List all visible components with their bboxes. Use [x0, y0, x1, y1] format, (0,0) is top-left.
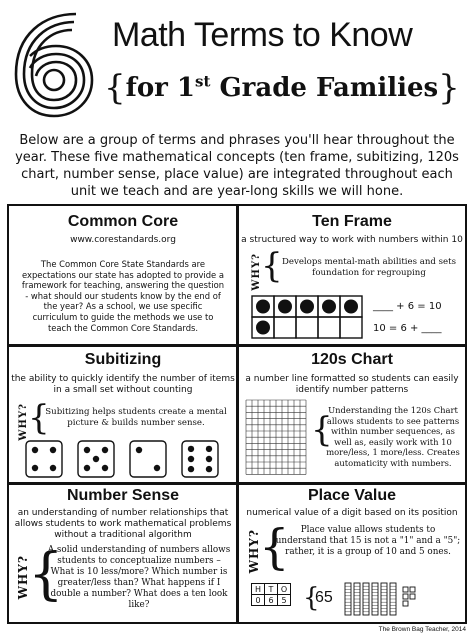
ten-frame-counter	[322, 300, 336, 314]
ten-frame-equation-1: ____ + 6 = 10	[373, 301, 442, 312]
die-pip	[188, 446, 194, 452]
number-sense-subtitle: an understanding of number relationships that allows students to work mathematical problems without a traditional algorithm	[14, 508, 232, 540]
ten-frame-title: Ten Frame	[312, 213, 392, 230]
pv-header-o: O	[278, 584, 291, 595]
ten-frame-counter	[344, 300, 358, 314]
big-six-logo	[4, 4, 104, 122]
place-value-subtitle: numerical value of a digit based on its position	[246, 508, 458, 518]
cell-ten-frame	[239, 207, 465, 344]
die-pip	[154, 465, 160, 471]
common-core-url: www.corestandards.org	[70, 235, 176, 245]
die-pip	[136, 447, 142, 453]
die-pip	[84, 447, 90, 453]
brace-icon: {	[311, 410, 333, 450]
page-title: Math Terms to Know	[112, 16, 413, 54]
one-cube	[410, 594, 415, 599]
common-core-body: The Common Core State Standards are expectations our state has adopted to provide a framework for teaching, answering the question - what should our students know by the end of the year? As a school, we use specific curriculum to guide the methods we use to teach the Common Core Standards.	[21, 259, 225, 333]
cell-common-core	[10, 207, 236, 344]
why-label: WHY?	[247, 529, 261, 574]
place-value-table	[251, 583, 291, 606]
die-pip	[188, 466, 194, 472]
die-pip	[32, 465, 38, 471]
pv-digit-o: 5	[278, 595, 291, 606]
cell-number-sense	[10, 485, 236, 622]
place-value-title: Place Value	[307, 487, 397, 504]
die-pip	[102, 465, 108, 471]
brace-icon: {	[28, 542, 64, 607]
footer-credit: The Brown Bag Teacher, 2014	[378, 626, 466, 633]
die-pip	[102, 447, 108, 453]
brace-icon: {	[259, 519, 290, 575]
ten-frame-box	[318, 317, 340, 338]
one-cube	[403, 594, 408, 599]
die-pip	[50, 465, 56, 471]
ten-frame-icon	[251, 295, 363, 339]
one-cube	[410, 587, 415, 592]
ten-frame-equation-2: 10 = 6 + ____	[373, 323, 442, 334]
ten-frame-counter	[256, 300, 270, 314]
die-icon	[26, 441, 62, 477]
brace-icon: {	[28, 398, 50, 438]
dice-icons	[22, 439, 226, 479]
ten-frame-box	[296, 317, 318, 338]
ten-frame-counter	[256, 321, 270, 335]
die-pip	[188, 456, 194, 462]
die-pip	[206, 456, 212, 462]
intro-paragraph: Below are a group of terms and phrases you'll hear throughout the year. These five mathematical concepts (ten frame, subitizing, 120s chart, number sense, place value) are integrated throughout each unit we teach and are year-long skills we will hone.	[15, 133, 459, 199]
cell-120s-chart	[239, 347, 465, 482]
why-label: WHY?	[16, 555, 30, 600]
why-label: WHY?	[18, 403, 29, 441]
ten-frame-counter	[300, 300, 314, 314]
chart120-title: 120s Chart	[311, 351, 393, 368]
ten-frame-box	[274, 317, 296, 338]
chart120-why: Understanding the 120s Chart allows students to see patterns within number sequences, as well as, easily work with 10 more/less, 1 more/less. Creates automaticity with numbers.	[326, 405, 460, 468]
ten-frame-box	[340, 317, 362, 338]
ten-frame-subtitle: a structured way to work with numbers within 10	[241, 235, 463, 245]
brace-icon: {	[261, 246, 283, 286]
brace-icon: {	[303, 583, 320, 613]
subitizing-subtitle: the ability to quickly identify the number of items in a small set without counting	[11, 374, 235, 395]
hundreds-chart-icon	[245, 399, 309, 477]
number-sense-title: Number Sense	[66, 487, 180, 504]
place-value-number: 65	[315, 589, 333, 606]
why-label: WHY?	[251, 253, 262, 291]
cell-subitizing	[10, 347, 236, 482]
die-pip	[93, 456, 99, 462]
die-icon	[182, 441, 218, 477]
pv-header-t: T	[265, 584, 278, 595]
base-ten-blocks-icon	[343, 581, 459, 617]
common-core-title: Common Core	[67, 213, 179, 230]
pv-header-h: H	[252, 584, 265, 595]
pv-digit-t: 6	[265, 595, 278, 606]
one-cube	[403, 587, 408, 592]
die-icon	[130, 441, 166, 477]
ten-frame-counter	[278, 300, 292, 314]
one-cube	[403, 601, 408, 606]
die-pip	[206, 466, 212, 472]
subitizing-why: Subitizing helps students create a mental picture & builds number sense.	[45, 407, 227, 428]
die-pip	[50, 447, 56, 453]
die-pip	[32, 447, 38, 453]
die-pip	[84, 465, 90, 471]
page-subtitle: {for 1st Grade Families}	[104, 68, 460, 108]
cell-place-value	[239, 485, 465, 622]
chart120-subtitle: a number line formatted so students can easily identify number patterns	[245, 374, 459, 395]
pv-digit-h: 0	[252, 595, 265, 606]
ten-frame-why: Develops mental-math abilities and sets foundation for regrouping	[281, 257, 457, 278]
subitizing-title: Subitizing	[84, 351, 162, 368]
number-sense-why: A solid understanding of numbers allows students to conceptualize numbers – What is 10 less/more? Which number is greater/less than? What happens if I double a number? What does a ten look like?	[47, 545, 231, 610]
die-pip	[206, 446, 212, 452]
place-value-why: Place value allows students to understand that 15 is not a "1" and a "5"; rather, it is a group of 10 and 5 ones.	[275, 525, 461, 557]
